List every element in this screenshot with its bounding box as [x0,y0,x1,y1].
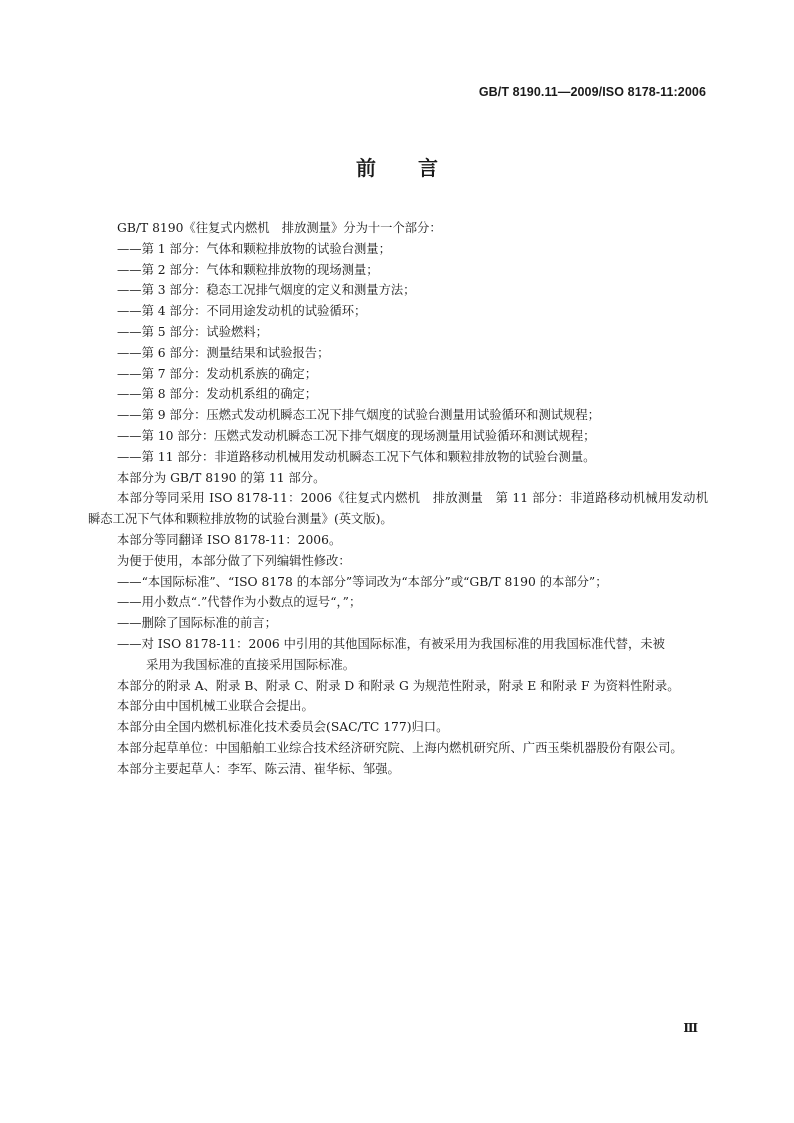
edit-list-item: ——用小数点“.”代替作为小数点的逗号“，”； [117,595,362,610]
page-number: Ⅲ [683,1021,698,1035]
title-char-2: 言 [418,156,438,180]
edit-list-item: ——“本国际标准”、“ISO 8178 的本部分”等词改为“本部分”或“GB/T 8190 的本部分”； [117,574,608,589]
edit-list-item-continuation: 采用为我国标准的直接采用国际标准。 [146,657,356,672]
annex-paragraph: 本部分的附录 A、附录 B、附录 C、附录 D 和附录 G 为规范性附录，附录 E 和附录 F 为资料性附录。 [117,678,680,693]
part-list-item: ——第 5 部分：试验燃料； [117,324,268,339]
adoption-paragraph: 本部分等同采用 ISO 8178-11：2006《往复式内燃机 排放测量 第 11 部分：非道路移动机械用发动机瞬态工况下气体和颗粒排放物的试验台测量》(英文版)。 [88,491,708,527]
standard-code-header: GB/T 8190.11—2009/ISO 8178-11:2006 [478,85,706,99]
part-list-item: ——第 3 部分：稳态工况排气烟度的定义和测量方法； [117,283,416,298]
centralized-paragraph: 本部分由全国内燃机标准化技术委员会(SAC/TC 177)归口。 [117,720,449,735]
translation-paragraph: 本部分等同翻译 ISO 8178-11：2006。 [117,532,342,547]
part-list-item: ——第 4 部分：不同用途发动机的试验循环； [117,304,367,319]
edits-intro-paragraph: 为便于使用，本部分做了下列编辑性修改： [117,553,351,568]
part-list-item: ——第 1 部分：气体和颗粒排放物的试验台测量； [117,241,391,256]
intro-paragraph: GB/T 8190《往复式内燃机 排放测量》分为十一个部分： [117,221,442,235]
title-char-1: 前 [356,156,376,180]
part-list-item: ——第 7 部分：发动机系族的确定； [117,366,318,381]
foreword-body [88,218,708,780]
part-list-item: ——第 6 部分：测量结果和试验报告； [117,345,330,360]
part-list-item: ——第 9 部分：压燃式发动机瞬态工况下排气烟度的试验台测量用试验循环和测试规程； [117,408,600,423]
drafting-units-paragraph: 本部分起草单位：中国船舶工业综合技术经济研究院、上海内燃机研究所、广西玉柴机器股份有限公司。 [117,740,683,755]
drafters-paragraph: 本部分主要起草人：李军、陈云清、崔华标、邹强。 [117,761,400,776]
part-list-item: ——第 10 部分：压燃式发动机瞬态工况下排气烟度的现场测量用试验循环和测试规程； [117,428,596,443]
edit-list-item: ——删除了国际标准的前言； [117,616,277,631]
part-list-item: ——第 2 部分：气体和颗粒排放物的现场测量； [117,262,379,277]
page-title [0,152,794,181]
this-part-paragraph: 本部分为 GB/T 8190 的第 11 部分。 [117,470,326,485]
part-list-item: ——第 8 部分：发动机系组的确定； [117,387,318,402]
part-list-item: ——第 11 部分：非道路移动机械用发动机瞬态工况下气体和颗粒排放物的试验台测量。 [117,449,596,464]
edit-list-item: ——对 ISO 8178-11：2006 中引用的其他国际标准，有被采用为我国标准的用我国标准代替，未被 [117,636,665,651]
proposed-paragraph: 本部分由中国机械工业联合会提出。 [117,699,314,714]
